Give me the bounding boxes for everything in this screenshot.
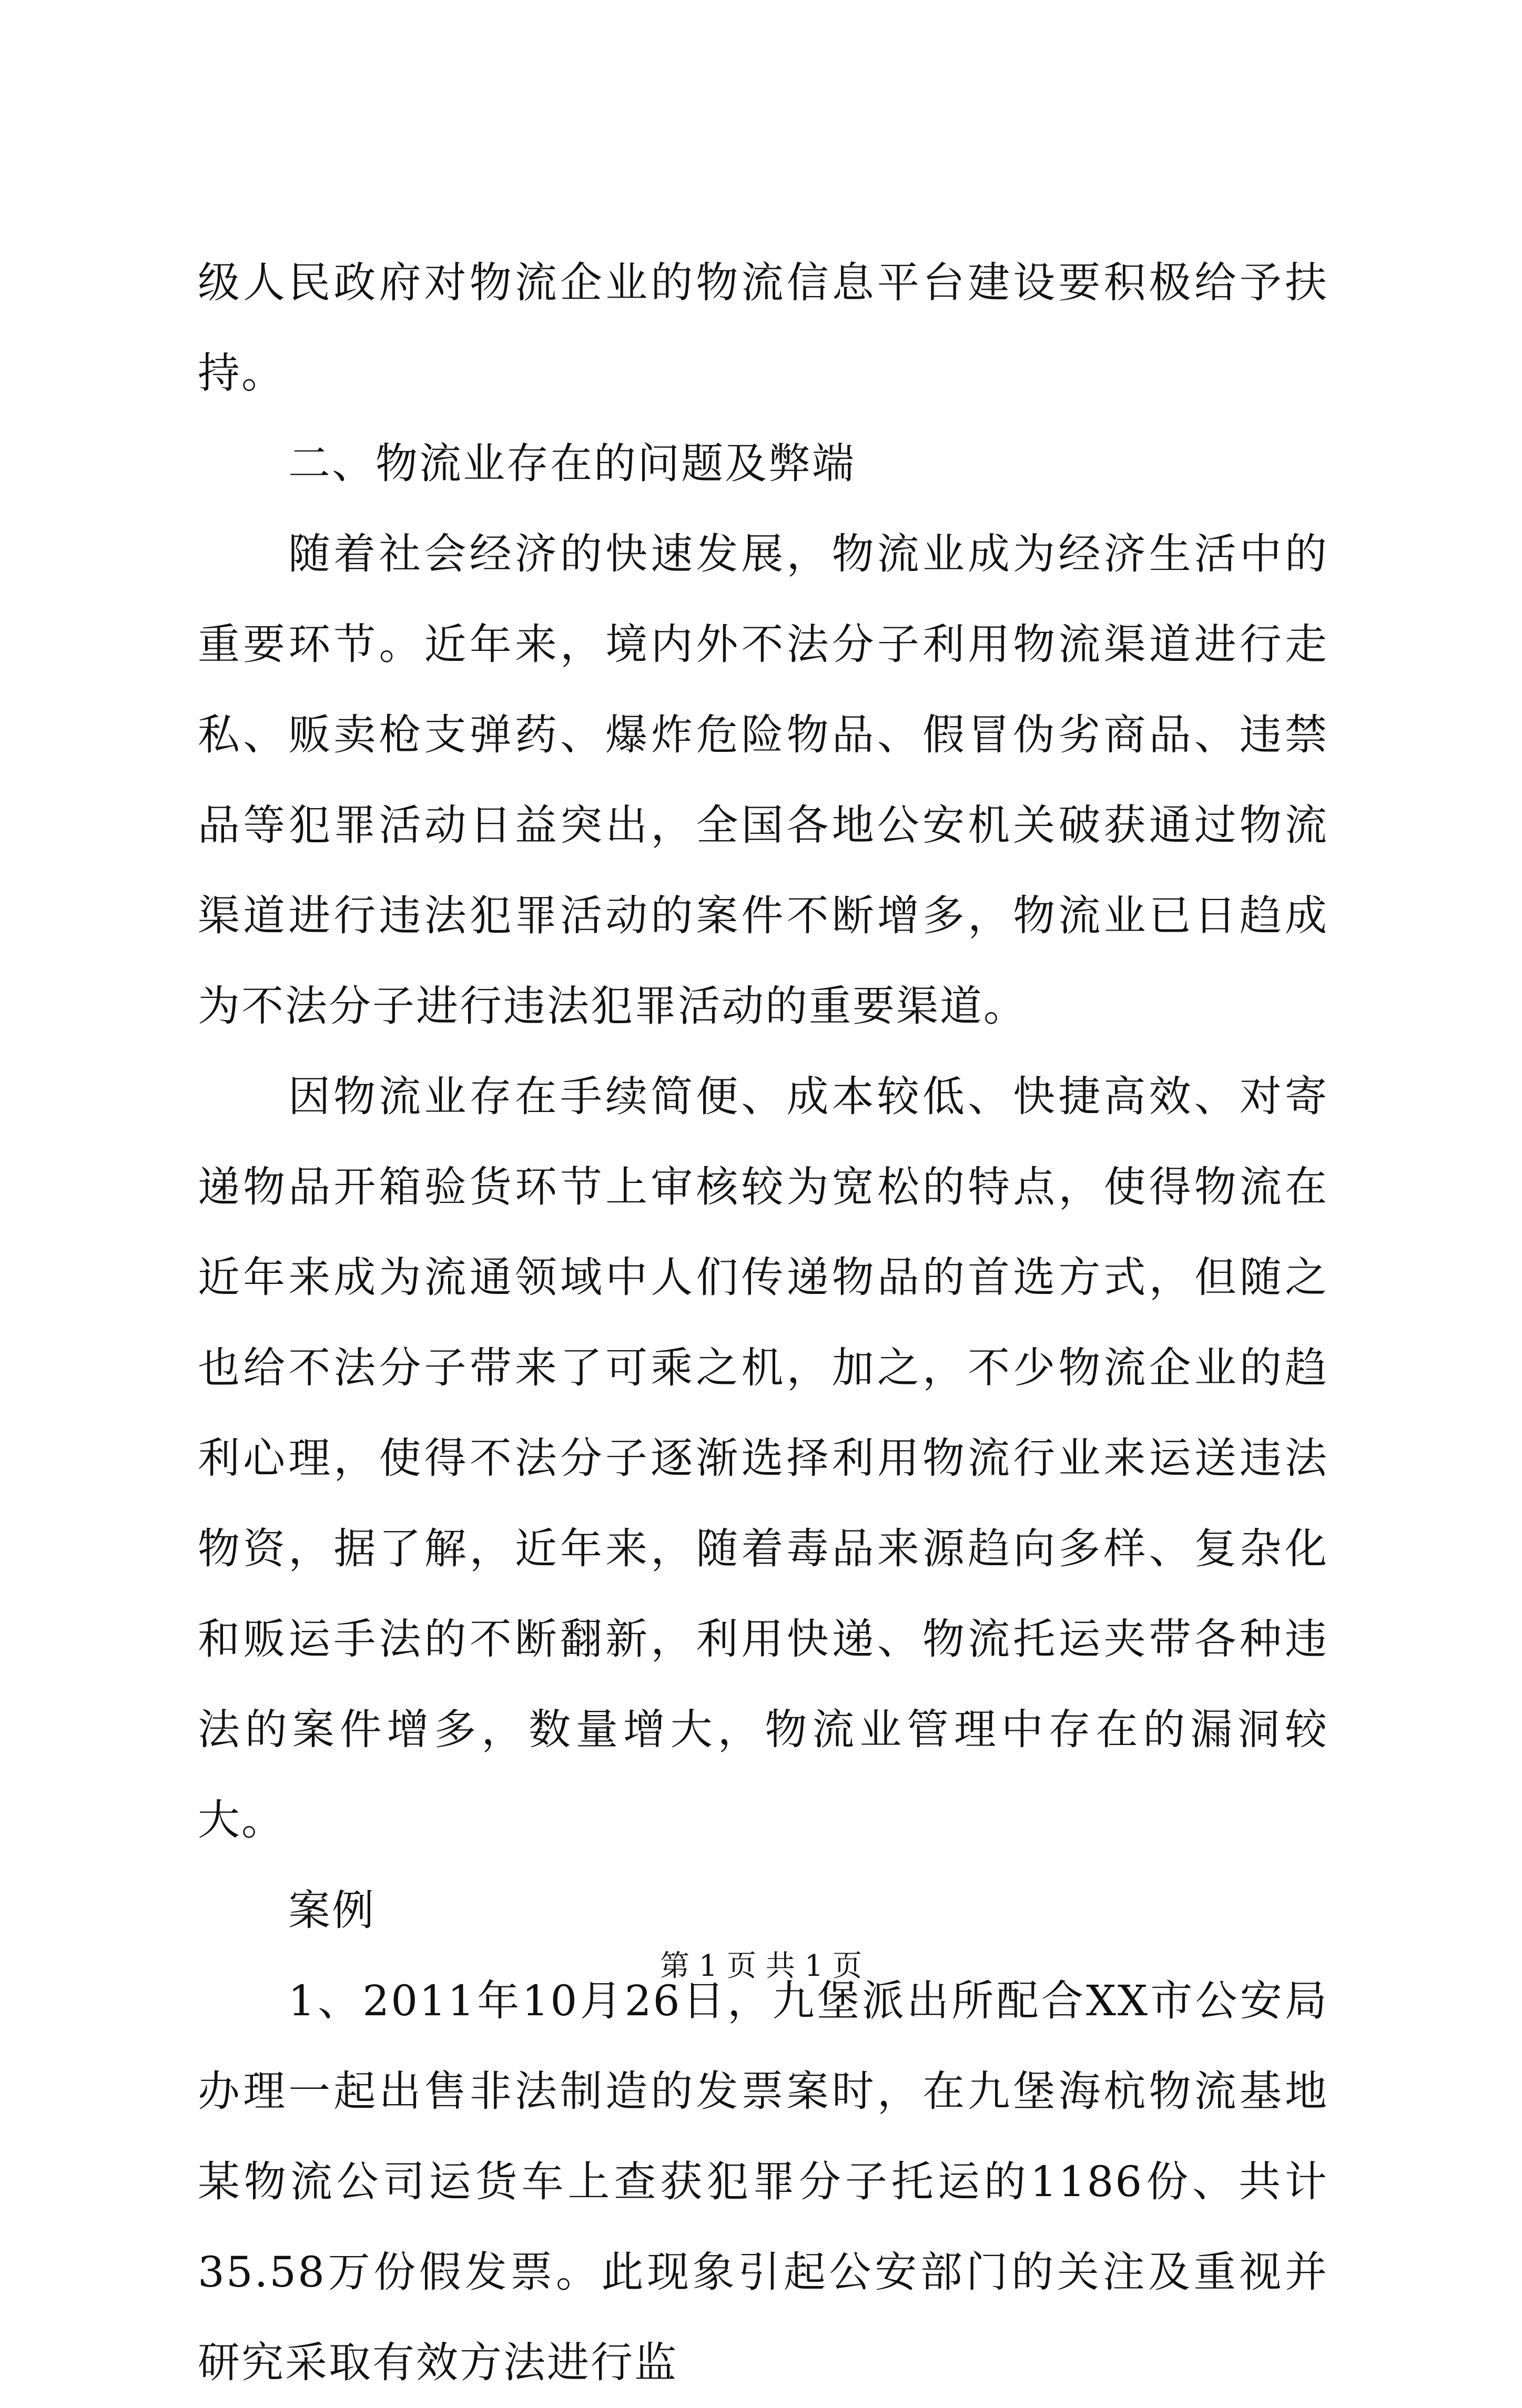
page-number: 第 1 页 共 1 页: [659, 1949, 863, 1983]
paragraph-continuation: 级人民政府对物流企业的物流信息平台建设要积极给予扶持。: [198, 258, 1328, 397]
paragraph: 因物流业存在手续简便、成本较低、快捷高效、对寄递物品开箱验货环节上审核较为宽松的特点，使得物流在近年来成为流通领域中人们传递物品的首选方式，但随之也给不法分子带来了可乘之机，加之，不少物流企业的趋利心理，使得不法分子逐渐选择利用物流行业来运送违法物资，据了解，近年来，随着毒品来源趋向多样、复杂化和贩运手法的不断翻新，利用快递、物流托运夹带各种违法的案件增多，数量增大，物流业管理中存在的漏洞较大。: [198, 1072, 1328, 1844]
page-footer: [0, 1945, 1522, 1987]
section-heading: 二、物流业存在的问题及弊端: [288, 439, 856, 488]
paragraph: 1、2011年10月26日，九堡派出所配合XX市公安局办理一起出售非法制造的发票案时，在九堡海杭物流基地某物流公司运货车上查获犯罪分子托运的1186份、共计35.58万份假发票。此现象引起公安部门的关注及重视并研究采取有效方法进行监: [198, 1976, 1328, 2387]
document-body: [198, 238, 1328, 2408]
paragraph: 随着社会经济的快速发展，物流业成为经济生活中的重要环节。近年来，境内外不法分子利用物流渠道进行走私、贩卖枪支弹药、爆炸危险物品、假冒伪劣商品、违禁品等犯罪活动日益突出，全国各地公安机关破获通过物流渠道进行违法犯罪活动的案件不断增多，物流业已日趋成为不法分子进行违法犯罪活动的重要渠道。: [198, 529, 1328, 1030]
case-heading: 案例: [288, 1886, 376, 1935]
